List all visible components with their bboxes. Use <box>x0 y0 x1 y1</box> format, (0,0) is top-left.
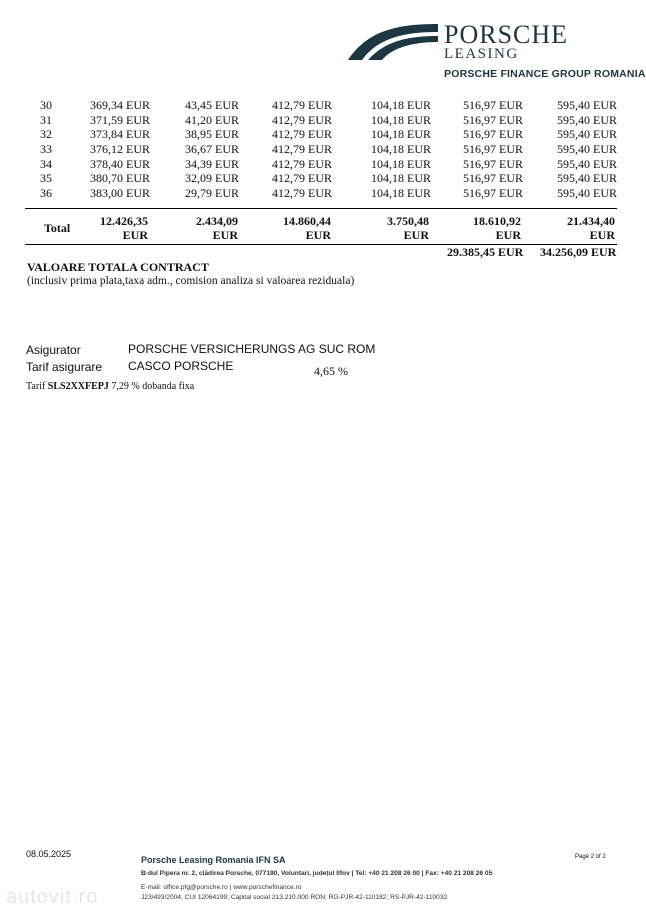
totals-divider-bottom <box>25 244 617 245</box>
cell-principal: 380,70 EUR <box>90 171 150 186</box>
insurer-label: Asigurator <box>26 343 81 357</box>
watermark: autovit.ro <box>6 886 99 908</box>
cell-total-with-insurance: 595,40 EUR <box>557 112 617 127</box>
cell-total: 516,97 EUR <box>463 98 523 112</box>
cell-interest: 43,45 EUR <box>185 98 239 112</box>
cell-total: 516,97 EUR <box>463 171 523 186</box>
cell-rate: 412,79 EUR <box>272 127 332 142</box>
table-row <box>0 171 646 186</box>
cell-vat: 104,18 EUR <box>371 98 431 112</box>
insurance-rate-percent: 4,65 % <box>314 364 348 378</box>
insurance-rate-value: CASCO PORSCHE <box>128 359 234 373</box>
cell-principal: 369,34 EUR <box>90 98 150 112</box>
cell-interest: 41,20 EUR <box>185 112 239 127</box>
cell-total-with-insurance: 595,40 EUR <box>557 171 617 186</box>
cell-installment: 33 <box>40 142 52 157</box>
total-vat: 3.750,48 EUR <box>387 214 429 242</box>
cell-total: 516,97 EUR <box>463 142 523 157</box>
cell-vat: 104,18 EUR <box>371 156 431 171</box>
footer-contact: E-mail: office.pfg@porsche.ro | www.porschefinance.ro <box>141 884 302 891</box>
cell-total-with-insurance: 595,40 EUR <box>557 127 617 142</box>
brand-name: PORSCHE <box>444 20 569 49</box>
insurance-rate-label: Tarif asigurare <box>26 360 103 374</box>
table-row <box>0 113 646 128</box>
contract-total-note: (inclusiv prima plata,taxa adm., comision analiza si valoarea reziduala) <box>27 275 355 287</box>
cell-total-with-insurance: 595,40 EUR <box>557 156 617 171</box>
cell-total: 516,97 EUR <box>463 127 523 142</box>
porsche-leasing-logo <box>346 20 646 84</box>
footer-registry: J23/493/2004; CUI 12064199; Capital social 213.210.000 RON; RG-PJR-42-110182; RS-PJR-42-110032 <box>141 894 448 901</box>
cell-vat: 104,18 EUR <box>371 186 431 201</box>
tariff-code: SLS2XXFEPJ <box>47 381 109 392</box>
cell-rate: 412,79 EUR <box>272 142 332 157</box>
total-sum: 18.610,92 EUR <box>473 214 521 242</box>
cell-installment: 30 <box>40 98 52 112</box>
footer-address: B-dul Pipera nr. 2, clădirea Porsche, 077190, Voluntari, județul Ilfov | Tel: +40 21 208 26 00 | Fax: +40 21 208 26 05 <box>141 870 493 877</box>
cell-interest: 38,95 EUR <box>185 127 239 142</box>
cell-principal: 371,59 EUR <box>90 112 150 127</box>
table-row <box>0 142 646 157</box>
cell-vat: 104,18 EUR <box>371 142 431 157</box>
brand-subname: LEASING <box>444 46 519 62</box>
cell-installment: 34 <box>40 156 52 171</box>
cell-rate: 412,79 EUR <box>272 112 332 127</box>
cell-installment: 36 <box>40 186 52 201</box>
cell-rate: 412,79 EUR <box>272 186 332 201</box>
table-row <box>0 127 646 142</box>
cell-principal: 383,00 EUR <box>90 186 150 201</box>
grand-total-contract-with-insurance: 34.256,09 EUR <box>540 245 617 259</box>
contract-total-title: VALOARE TOTALA CONTRACT <box>27 260 209 274</box>
total-rate: 14.860,44 EUR <box>283 214 331 242</box>
cell-total-with-insurance: 595,40 EUR <box>557 142 617 157</box>
cell-principal: 376,12 EUR <box>90 142 150 157</box>
footer-company: Porsche Leasing Romania IFN SA <box>141 855 286 865</box>
cell-total: 516,97 EUR <box>463 156 523 171</box>
grand-total-contract: 29.385,45 EUR <box>447 245 524 259</box>
brand-group: PORSCHE FINANCE GROUP ROMANIA <box>444 68 646 80</box>
cell-rate: 412,79 EUR <box>272 171 332 186</box>
page-number: Page 2 of 2 <box>575 854 606 860</box>
totals-divider-top <box>25 208 617 209</box>
cell-rate: 412,79 EUR <box>272 98 332 112</box>
insurer-value: PORSCHE VERSICHERUNGS AG SUC ROM <box>128 342 376 356</box>
cell-total-with-insurance: 595,40 EUR <box>557 98 617 112</box>
total-interest: 2.434,09 EUR <box>196 214 238 242</box>
cell-total: 516,97 EUR <box>463 186 523 201</box>
cell-vat: 104,18 EUR <box>371 171 431 186</box>
cell-interest: 34,39 EUR <box>185 156 239 171</box>
document-date: 08.05.2025 <box>26 849 72 859</box>
road-swoosh-icon <box>346 22 438 62</box>
total-sum-with-insurance: 21.434,40 EUR <box>567 214 615 242</box>
cell-rate: 412,79 EUR <box>272 156 332 171</box>
table-row <box>0 98 646 113</box>
cell-principal: 373,84 EUR <box>90 127 150 142</box>
total-principal: 12.426,35 EUR <box>100 214 148 242</box>
cell-installment: 32 <box>40 127 52 142</box>
payment-schedule-table <box>0 98 646 201</box>
cell-vat: 104,18 EUR <box>371 127 431 142</box>
cell-installment: 35 <box>40 171 52 186</box>
totals-label: Total <box>44 221 71 235</box>
cell-principal: 378,40 EUR <box>90 156 150 171</box>
cell-total: 516,97 EUR <box>463 112 523 127</box>
cell-installment: 31 <box>40 112 52 127</box>
cell-interest: 29,79 EUR <box>185 186 239 201</box>
table-row <box>0 157 646 172</box>
cell-vat: 104,18 EUR <box>371 112 431 127</box>
cell-total-with-insurance: 595,40 EUR <box>557 186 617 201</box>
table-row <box>0 186 646 201</box>
cell-interest: 32,09 EUR <box>185 171 239 186</box>
cell-interest: 36,67 EUR <box>185 142 239 157</box>
interest-tariff: Tarif SLS2XXFEPJ 7,29 % dobanda fixa <box>26 381 195 392</box>
